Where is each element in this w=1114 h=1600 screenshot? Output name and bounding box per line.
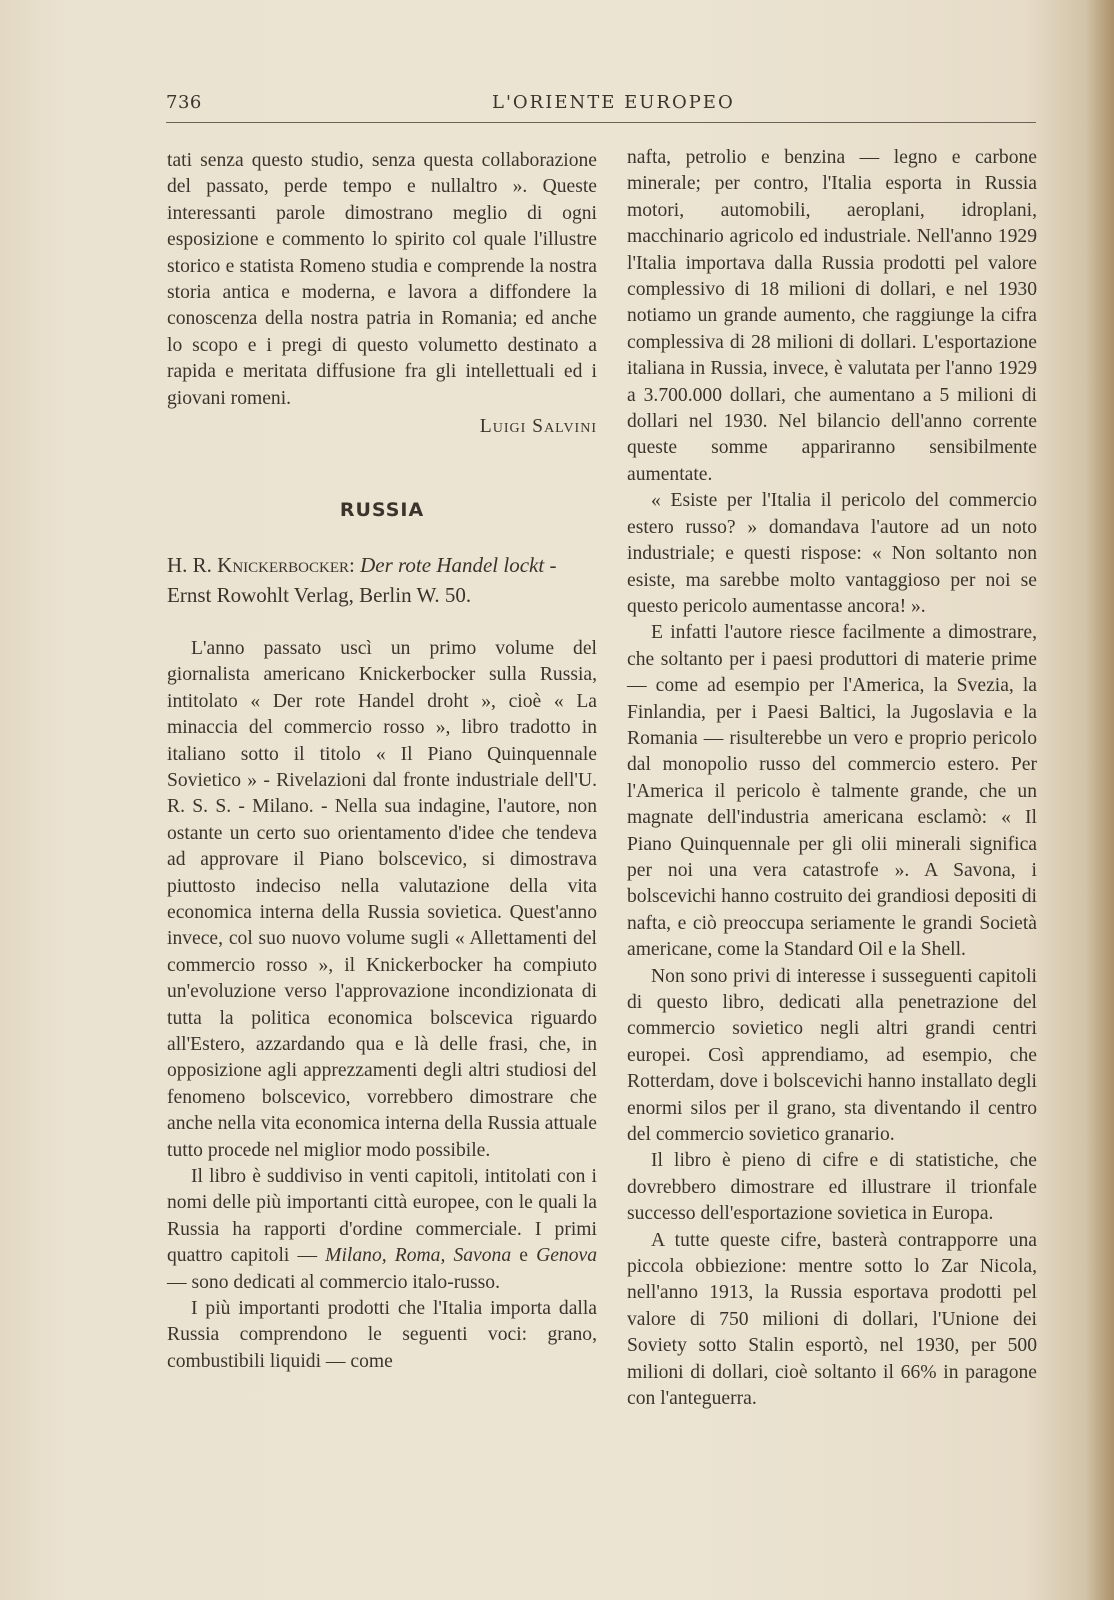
paragraph: L'anno passato uscì un primo volume del giornalista americano Knickerbocker sulla Russia, intitolato « Der rote Handel droht », cioè « La minaccia del commercio rosso », libro tradotto in italiano sotto il titolo « Il Piano Quinquennale Sovietico » - Rivelazioni dal fronte industriale dell'U. R. S. S. - Milano. - Nella sua indagine, l'autore, non ostante un certo suo orientamento d'idee che tendeva ad approvare il Piano bolscevico, si dimostrava piuttosto indeciso nella valutazione della vita economica interna della Russia sovietica. Quest'anno invece, col suo nuovo volume sugli « Allettamenti del commercio rosso », il Knickerbocker ha compiuto un'evoluzione verso l'approvazione incondizionata di tutta la politica economica bolscevica riguardo all'Estero, azzardando qua e là delle frasi, che, in opposizione agli apprezzamenti degli altri studiosi del fenomeno bolscevico, vorrebbero dimostrare che anche nella vita economica interna della Russia attuale tutto procede nel miglior modo possibile.: [167, 637, 597, 1161]
page-edge-shadow: [1086, 0, 1114, 1600]
paragraph: Il libro è pieno di cifre e di statistiche, che dovrebbero dimostrare ed illustrare il trionfale successo dell'esportazione sovietica in Europa.: [627, 1150, 1037, 1225]
paragraph: [167, 1164, 597, 1296]
italic-city: Genova: [536, 1245, 597, 1267]
citation-separator: :: [349, 552, 355, 577]
section-heading: RUSSIA: [339, 499, 425, 522]
page-number: 736: [166, 92, 202, 113]
left-column: [167, 148, 597, 1375]
paragraph-text: Il libro è suddiviso in venti capitoli, intitolati con i nomi delle più importanti città europee, con le quali la Russia ha rapporti d'ordine commerciale. I primi quattro capitoli —: [167, 1166, 597, 1267]
citation-title: Der rote Handel lockt: [360, 552, 545, 577]
citation-author: H. R. Knickerbocker: [167, 552, 350, 577]
paragraph: « Esiste per l'Italia il pericolo del commercio estero russo? » domandava l'autore ad un noto industriale; e questi rispose: « Non soltanto non esiste, ma sarebbe molto vantaggioso per noi se questo pericolo aumentasse ancora! ».: [627, 490, 1037, 617]
paragraph-text: e: [511, 1245, 537, 1267]
paragraph: E infatti l'autore riesce facilmente a dimostrare, che soltanto per i paesi produttori di materie prime — come ad esempio per l'America, la Svezia, la Finlandia, per i Paesi Baltici, la Jugoslavia e la Romania — risulterebbe un vero e proprio pericolo dal monopolio russo del commercio estero. Per l'America il pericolo è talmente grande, che un magnate dell'industria americana esclamò: « Il Piano Quinquennale per gli olii minerali significa per noi una vera catastrofe ». A Savona, i bolscevichi hanno costruito dei grandiosi depositi di nafta, e ciò preoccupa seriamente le grandi Società americane, come la Standard Oil e la Shell.: [627, 622, 1037, 961]
paragraph: nafta, petrolio e benzina — legno e carbone minerale; per contro, l'Italia esporta in Russia motori, automobili, aeroplani, idroplani, macchinario agricolo ed industriale. Nell'anno 1929 l'Italia importava dalla Russia prodotti pel valore complessivo di 18 milioni di dollari, e nel 1930 notiamo un grande aumento, che raggiunge la cifra complessiva di 28 milioni di dollari. L'esportazione italiana in Russia, invece, è valutata per l'anno 1929 a 3.700.000 dollari, che aumentano a 5 milioni di dollari nel 1930. Nel bilancio dell'anno corrente queste somme appariranno sensibilmente aumentate.: [627, 147, 1037, 485]
paragraph: Non sono privi di interesse i susseguenti capitoli di questo libro, dedicati alla penetrazione del commercio sovietico negli altri grandi centri europei. Così apprendiamo, ad esempio, che Rotterdam, dove i bolscevichi hanno installato degli enormi silos per il grano, sta diventando il centro del commercio sovietico granario.: [627, 965, 1037, 1146]
signature: Luigi Salvini: [479, 416, 597, 438]
italic-cities: Milano, Roma, Savona: [325, 1245, 512, 1267]
citation-publisher: - Ernst Rowohlt Verlag, Berlin W. 50.: [167, 552, 557, 607]
paragraph: tati senza questo studio, senza questa collaborazione del passato, perde tempo e nullaltro ». Queste interessanti parole dimostrano meglio di ogni esposizione e commento lo spirito col quale l'illustre storico e statista Romeno studia e comprende la nostra storia antica e moderna, e lavora a diffondere la conoscenza della nostra patria in Romania; ed anche lo scopo e i pregi di questo volumetto destinato a rapida e meritata diffusione fra gli intellettuali ed i giovani romeni.: [167, 150, 597, 409]
page-header: [166, 88, 1036, 123]
bibliographic-citation: [167, 550, 597, 610]
paragraph: I più importanti prodotti che l'Italia importa dalla Russia comprendono le seguenti voci: grano, combustibili liquidi — come: [167, 1298, 597, 1372]
running-title: L'ORIENTE EUROPEO: [492, 92, 735, 113]
paragraph: A tutte queste cifre, basterà contrapporre una piccola obbiezione: mentre sotto lo Zar Nicola, nell'anno 1913, la Russia esportava prodotti pel valore di 750 milioni di dollari, l'Unione dei Soviety sotto Stalin esportò, nel 1930, per 500 milioni di dollari, cioè soltanto il 66% in paragone con l'anteguerra.: [627, 1229, 1037, 1410]
right-column: [627, 145, 1037, 1413]
paragraph-text: — sono dedicati al commercio italo-russo.: [167, 1271, 501, 1293]
